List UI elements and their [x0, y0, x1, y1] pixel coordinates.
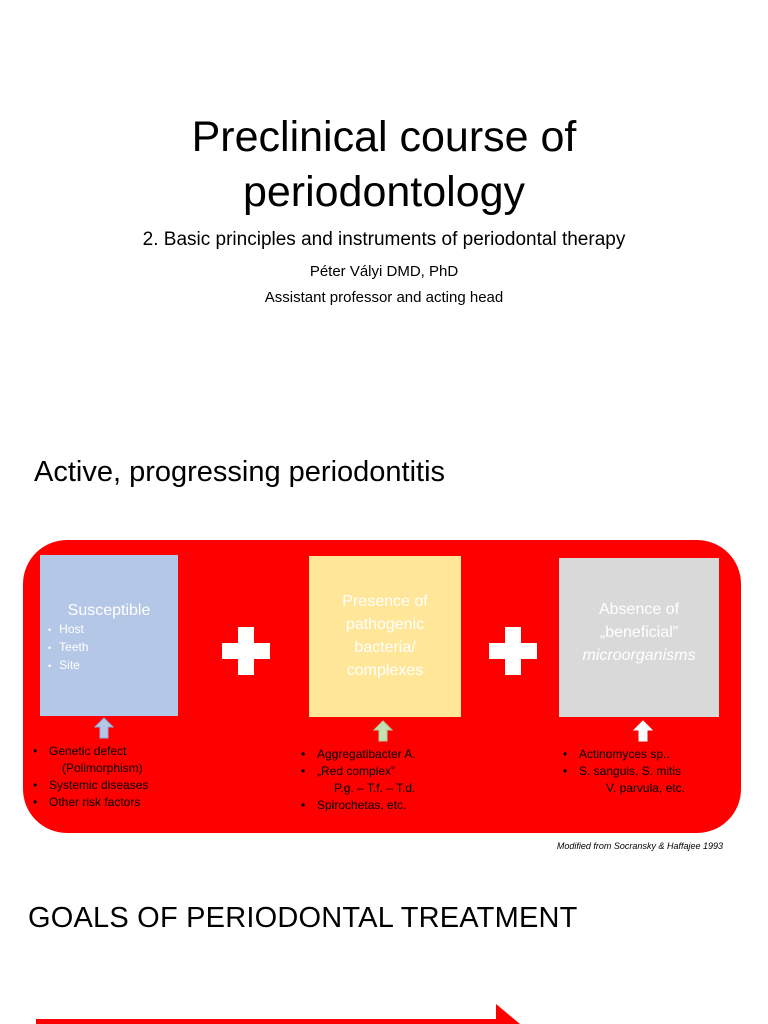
author-name: Péter Vályi DMD, PhD	[309, 263, 459, 280]
author-position: Assistant professor and acting head	[264, 289, 504, 306]
susceptible-list	[48, 621, 89, 675]
box-title-line: pathogenic	[345, 616, 425, 633]
slide-subtitle: 2. Basic principles and instruments of periodontal therapy	[142, 229, 626, 250]
box-title-line: microorganisms	[582, 647, 696, 664]
box-title	[559, 558, 719, 667]
title-line-1: Preclinical course of	[191, 113, 577, 161]
box-title: Susceptible	[67, 602, 151, 619]
list-item: • Other risk factors	[29, 794, 148, 811]
susceptibility-factors-list	[29, 743, 148, 811]
susceptible-box	[40, 555, 178, 716]
title-line-2: periodontology	[242, 168, 526, 216]
box-title-line: complexes	[346, 662, 424, 679]
list-item: • Systemic diseases	[29, 777, 148, 794]
goals-slide	[0, 880, 768, 1024]
red-diagram-panel	[23, 540, 741, 833]
list-item: • Aggregatibacter A.	[297, 746, 416, 763]
box-title	[309, 556, 461, 682]
plus-icon	[222, 627, 270, 675]
up-arrow-icon	[373, 720, 393, 742]
slide-heading: Active, progressing periodontitis	[34, 456, 446, 488]
list-item: • Teeth	[48, 639, 89, 657]
list-item: • „Red complex”	[297, 763, 416, 780]
list-item: • Actinomyces sp..	[559, 746, 685, 763]
pathogens-box	[309, 556, 461, 717]
pathogen-factors-list	[297, 746, 416, 814]
box-title-line: Absence of	[598, 601, 680, 618]
list-item: P.g. – T.f. – T.d.	[334, 781, 416, 795]
list-item: • S. sanguis, S. mitis	[559, 763, 685, 780]
absence-box	[559, 558, 719, 717]
list-item: • Host	[48, 621, 89, 639]
list-item: • Spirochetas, etc.	[297, 797, 416, 814]
right-arrow-icon	[36, 996, 520, 1024]
slide-heading: GOALS OF PERIODONTAL TREATMENT	[28, 902, 578, 934]
citation: Modified from Socransky & Haffajee 1993	[556, 841, 723, 851]
up-arrow-icon	[633, 720, 653, 742]
box-title-line: bacteria/	[354, 639, 416, 656]
plus-icon	[489, 627, 537, 675]
title-slide	[0, 0, 768, 400]
box-title-line: Presence of	[342, 593, 428, 610]
periodontitis-slide	[0, 430, 768, 870]
list-item: • Site	[48, 657, 89, 675]
list-item: V. parvula, etc.	[606, 781, 685, 795]
box-title-line: „beneficial”	[599, 624, 679, 641]
list-item: • Genetic defect	[29, 743, 148, 760]
list-item: (Polimorphism)	[62, 761, 143, 775]
up-arrow-icon	[94, 717, 114, 739]
slide-title	[0, 110, 768, 220]
beneficial-factors-list	[559, 746, 685, 797]
